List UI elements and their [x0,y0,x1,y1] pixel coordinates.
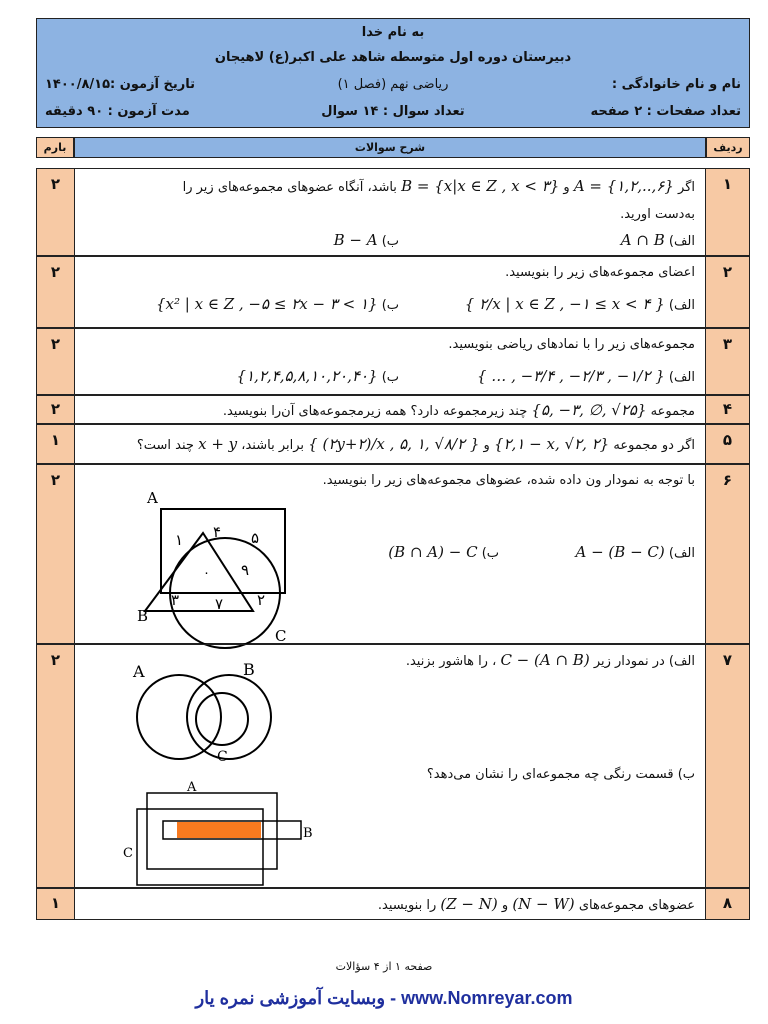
question-row-6 [36,464,750,644]
question-text: با توجه به نمودار ون داده شده، عضوهای مجموعه‌های زیر را بنویسید. [322,473,695,488]
question-score: ۲ [37,257,75,327]
question-text: عضوهای مجموعه‌های (N − W) و (Z − N) را بنویسید. [377,895,695,913]
element-9: ۹ [241,561,250,579]
question-number: ۱ [705,169,749,255]
set-a-circle [137,675,221,759]
set-c-label: C [123,846,133,861]
set-b-label: B [243,660,255,679]
question-text-a: الف) در نمودار زیر C − (A ∩ B) ، را هاشور بزنید. [405,651,695,669]
set-a-label: A [133,662,145,681]
question-score: ۲ [37,465,75,643]
question-number: ۳ [705,329,749,394]
question-number: ۴ [705,396,749,423]
basmala: به نام خدا [361,25,425,40]
element-7: ۷ [215,595,224,613]
set-c-label: C [217,749,228,765]
part-b: ب) {۱,۲,۴,۵,۸,۱۰,۲۰,۴۰} [236,367,399,385]
element-0: ۰ [203,566,210,581]
question-score: ۲ [37,645,75,887]
set-a-rectangle [161,509,285,593]
venn-diagram-1 [87,655,287,765]
question-text: اگر A = {۱,۲,..,۶} و B = {x|x ∈ Z , x < ۳} باشد، آنگاه عضوهای مجموعه‌های زیر را [182,177,695,195]
pages-count: تعداد صفحات : ۲ صفحه [590,104,741,119]
element-1: ۱ [175,531,184,549]
question-row-7 [36,644,750,888]
exam-header [36,18,750,128]
shaded-region [177,822,261,838]
question-text: اگر دو مجموعه {۲,۱ − x, √۲, ۲} و { (۲y+۲)/x , ۵, ۱, √۸/۲ } برابر باشند، x + y چند است؟ [136,435,695,453]
question-row-5 [36,424,750,464]
column-row-header: ردیف [706,137,750,158]
part-b: ب) (B ∩ A) − C [388,543,499,561]
element-4: ۴ [213,523,222,541]
question-score: ۱ [37,425,75,463]
question-score: ۲ [37,396,75,423]
question-number: ۷ [705,645,749,887]
question-row-8 [36,888,750,920]
question-number: ۸ [705,889,749,919]
element-2: ۲ [257,591,266,609]
question-row-4 [36,395,750,424]
question-row-3 [36,328,750,395]
column-score-header: بارم [36,137,74,158]
question-text: مجموعه‌های زیر را با نمادهای ریاضی بنویسید. [448,337,695,352]
question-text-b: ب) قسمت رنگی چه مجموعه‌ای را نشان می‌دهد؟ [426,767,695,782]
part-a: الف) A ∩ B [620,231,695,249]
question-score: ۱ [37,889,75,919]
set-b-label: B [137,607,149,625]
page-number: صفحه ۱ از ۴ سؤالات [335,960,433,973]
question-score: ۲ [37,329,75,394]
part-a: الف) { … , −۳/۴ , −۲/۳ , −۱/۲ } [477,367,695,385]
subject-label: ریاضی نهم (فصل ۱) [337,77,449,92]
set-b-circle [187,675,271,759]
venn-diagram-2 [87,777,327,885]
set-c-label: C [275,627,287,645]
set-a-label: A [147,489,158,507]
question-row-1 [36,168,750,256]
set-a-label: A [187,780,197,795]
website-link[interactable]: وبسایت آموزشی نمره یار - www.Nomreyar.com [195,988,573,1008]
student-name-label: نام و نام خانوادگی : [611,77,741,92]
part-a: الف) A − (B − C) [575,543,695,561]
set-b-label: B [303,826,313,841]
exam-duration: مدت آزمون : ۹۰ دقیقه [45,104,190,119]
question-count: تعداد سوال : ۱۴ سوال [321,104,465,119]
venn-diagram-abc [95,485,295,645]
question-text: اعضای مجموعه‌های زیر را بنویسید. [505,265,695,280]
part-b: ب) B − A [333,231,399,249]
question-number: ۵ [705,425,749,463]
question-number: ۶ [705,465,749,643]
part-b: ب) {x² | x ∈ Z , −۵ ≤ ۲x − ۳ < ۱} [156,295,399,313]
question-row-2 [36,256,750,328]
exam-date: تاریخ آزمون :۱۴۰۰/۸/۱۵ [45,77,196,92]
column-desc-header: شرح سوالات [74,137,706,158]
question-number: ۲ [705,257,749,327]
question-text-line2: به‌دست اورید. [620,207,695,222]
part-a: الف) { ۲/x | x ∈ Z , −۱ ≤ x < ۴ } [464,295,695,313]
question-score: ۲ [37,169,75,255]
set-c-circle [196,693,248,745]
school-name: دبیرستان دوره اول متوسطه شاهد علی اکبر(ع) لاهیجان [214,50,572,65]
element-3: ۳ [171,591,180,609]
question-text: مجموعه {۵, −۳, ∅, √۲۵} چند زیرمجموعه دارد؟ همه زیرمجموعه‌های آن‌را بنویسید. [222,401,695,419]
element-5: ۵ [251,529,260,547]
